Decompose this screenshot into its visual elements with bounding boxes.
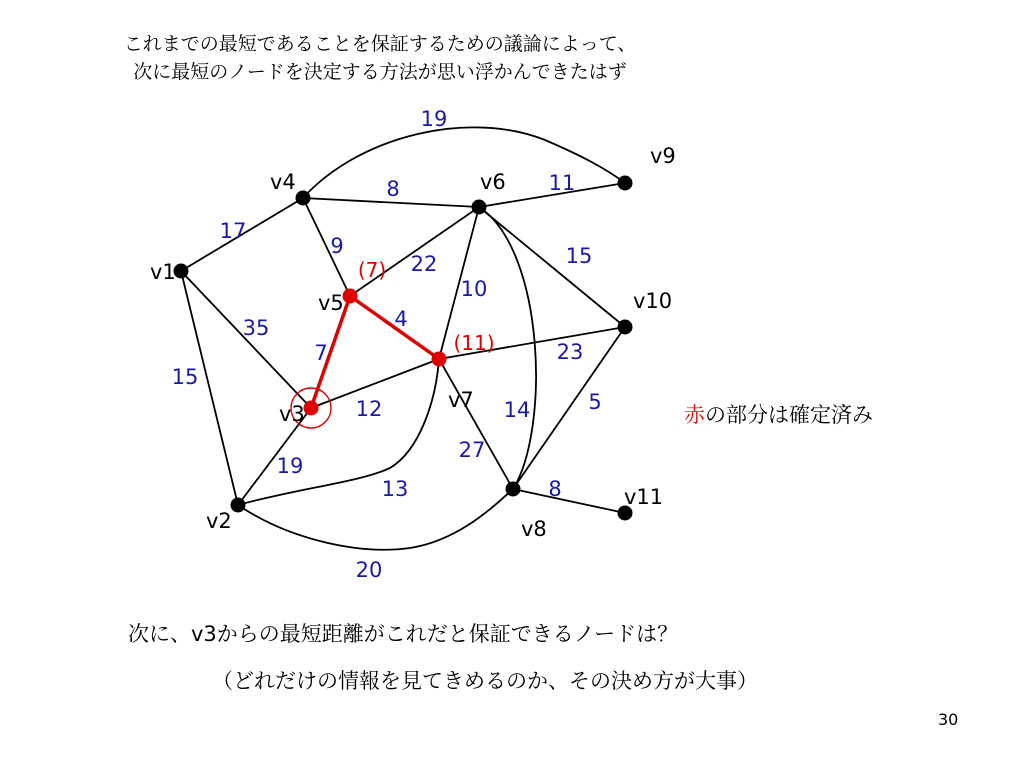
edge-weight-v7-v10: 23 [556,340,584,364]
edge-weight-v3-v7: 12 [355,397,383,421]
edge-weight-v6-v8: 14 [503,398,531,422]
edge-v6-v10 [479,207,625,327]
node-label-v4: v4 [270,170,296,194]
edge-weight-v1-v3: 35 [242,316,270,340]
heading-line-1: これまでの最短であることを保証するための議論によって、 [123,33,637,55]
edge-weight-v6-v9: 11 [548,171,576,195]
edge-weight-v2-v7: 13 [381,477,409,501]
node-label-v9: v9 [650,144,676,168]
edge-weight-v4-v9: 19 [420,107,448,131]
edge-weight-v5-v6: 22 [410,252,438,276]
edge-v4-v9 [303,127,625,198]
node-v6 [472,200,487,215]
node-label-v6: v6 [480,170,506,194]
legend-text: の部分は確定済み [705,403,873,427]
heading-line-2: 次に最短のノードを決定する方法が思い浮かんできたはず [133,61,627,83]
node-v7 [432,352,447,367]
node-v5 [343,289,358,304]
node-v9 [618,176,633,191]
edge-weight-v10-v8: 5 [588,390,602,414]
edge-weight-v6-v7: 10 [460,277,488,301]
edge-weight-v4-v6: 8 [386,177,400,201]
edge-weight-v5-v3: 7 [314,341,328,365]
node-label-v2: v2 [206,509,232,533]
distance-label-v5: (7) [357,258,387,282]
node-label-v11: v11 [624,485,664,509]
node-v10 [618,320,633,335]
distance-label-v7: (11) [453,331,495,355]
node-v8 [506,482,521,497]
edge-weight-v5-v7: 4 [394,307,408,331]
edge-weight-v8-v11: 8 [548,477,562,501]
edge-v8-v11 [513,489,625,513]
node-label-v7: v7 [448,388,474,412]
page-number: 30 [938,710,959,729]
node-label-v3: v3 [279,402,305,426]
edge-weight-v2-v8: 20 [355,558,383,582]
node-v4 [296,191,311,206]
note-text: （どれだけの情報を見てきめるのか、その決め方が大事） [212,669,758,693]
edge-v7-v8 [439,359,513,489]
node-label-v8: v8 [521,517,547,541]
edge-weight-v6-v10: 15 [565,244,593,268]
node-label-v10: v10 [633,289,673,313]
node-label-v1: v1 [150,260,176,284]
edge-weight-v1-v2: 15 [171,365,199,389]
question-text: 次に、v3からの最短距離がこれだと保証できるノードは？ [128,622,679,646]
node-v3 [304,401,319,416]
edge-weight-v3-v2: 19 [276,454,304,478]
edge-v2-v8 [238,489,513,550]
node-v2 [231,498,246,513]
node-label-v5: v5 [318,291,344,315]
edge-weight-v1-v4: 17 [219,219,247,243]
edge-v2-v7 [238,359,439,505]
labels-layer [150,107,676,582]
edge-weight-v7-v8: 27 [458,438,486,462]
legend-red-word: 赤 [684,403,705,427]
edge-weight-v4-v5: 9 [330,234,344,258]
legend [684,399,873,429]
